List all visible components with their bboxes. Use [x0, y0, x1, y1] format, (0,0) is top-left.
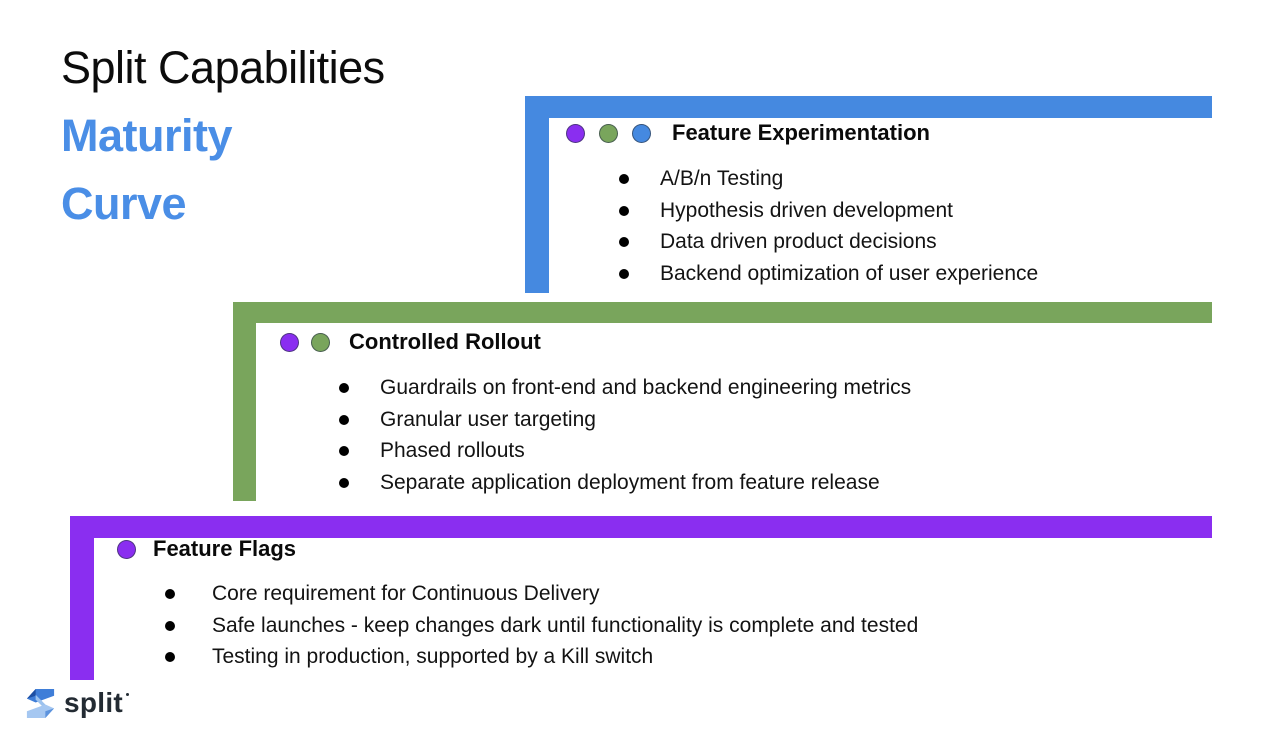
title-line-3: Curve [61, 178, 187, 229]
bullet-item: Separate application deployment from feature release [339, 467, 911, 499]
flags-box-top-bar [70, 516, 1212, 538]
title-line-1: Split Capabilities [61, 42, 385, 93]
level-dot-green-icon [599, 124, 618, 143]
experimentation-box-left-bar [525, 96, 549, 293]
bullet-item: Guardrails on front-end and backend engineering metrics [339, 372, 911, 404]
split-logo-wordmark: split [64, 687, 124, 718]
bullet-item: Granular user targeting [339, 404, 911, 436]
level-dot-purple-icon [117, 540, 136, 559]
rollout-box-left-bar [233, 302, 256, 501]
flags-title: Feature Flags [153, 536, 297, 561]
experimentation-title: Feature Experimentation [672, 120, 930, 145]
level-dot-blue-icon [632, 124, 651, 143]
bullet-item: Data driven product decisions [619, 226, 1038, 258]
level-dot-purple-icon [566, 124, 585, 143]
level-dot-green-icon [311, 333, 330, 352]
bullet-item: Phased rollouts [339, 435, 911, 467]
bullet-item: A/B/n Testing [619, 163, 1038, 195]
bullet-item: Testing in production, supported by a Kill switch [165, 641, 918, 673]
title-line-2: Maturity [61, 110, 233, 161]
rollout-title: Controlled Rollout [349, 329, 541, 354]
split-logo [24, 686, 129, 720]
rollout-box-top-bar [233, 302, 1212, 323]
experimentation-header [566, 120, 930, 145]
bullet-item: Core requirement for Continuous Delivery [165, 578, 918, 610]
bullet-item: Backend optimization of user experience [619, 258, 1038, 290]
slide-title [61, 34, 385, 238]
split-logo-icon [24, 687, 57, 720]
flags-box-left-bar [70, 516, 94, 680]
experimentation-box-top-bar [525, 96, 1212, 118]
flags-header [117, 536, 297, 561]
experimentation-bullet-list [619, 163, 1038, 289]
level-dot-purple-icon [280, 333, 299, 352]
rollout-header [280, 329, 541, 354]
rollout-bullet-list [339, 372, 911, 498]
bullet-item: Hypothesis driven development [619, 195, 1038, 227]
bullet-item: Safe launches - keep changes dark until functionality is complete and tested [165, 610, 918, 642]
trademark-mark-icon [126, 693, 129, 696]
flags-bullet-list [165, 578, 918, 673]
